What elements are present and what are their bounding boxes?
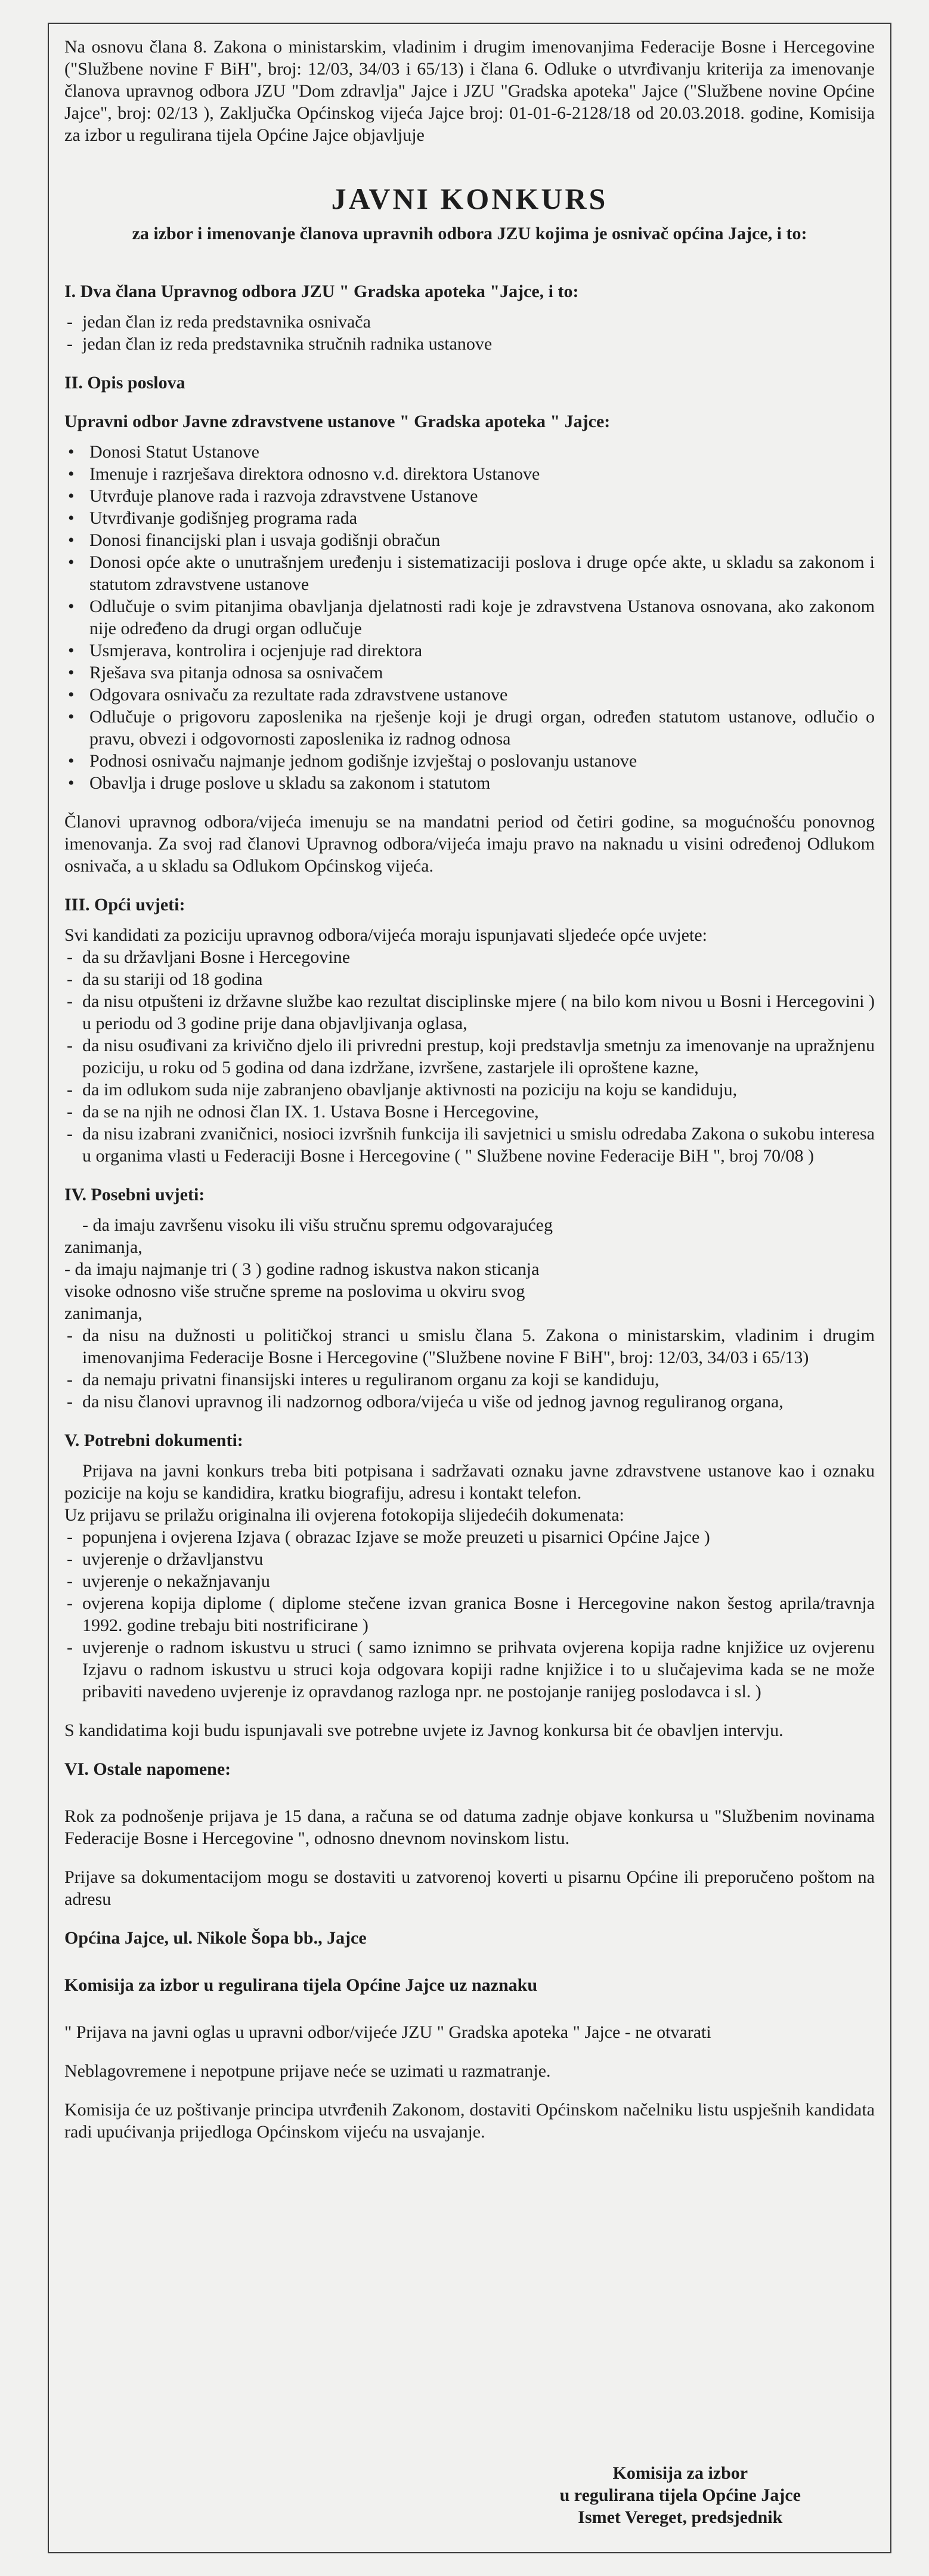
section-1-heading: I. Dva člana Upravnog odbora JZU " Gradska apoteka "Jajce, i to: (64, 282, 579, 301)
signature-line: u regulirana tijela Općine Jajce (559, 2485, 801, 2505)
list-item: - da su stariji od 18 godina (64, 968, 875, 990)
list-item: - da im odlukom suda nije zabranjeno obavljanje aktivnosti na poziciju na koju se kandiduju, (64, 1079, 875, 1101)
section-2-list (64, 441, 875, 794)
list-item: • Imenuje i razrješava direktora odnosno v.d. direktora Ustanove (64, 463, 875, 485)
list-item: - uvjerenje o državljanstvu (64, 1548, 875, 1570)
list-item-line: visoke odnosno više stručne spreme na poslovima u okviru svog (64, 1281, 525, 1301)
list-item: - da nisu članovi upravnog ili nadzornog odbora/vijeća u više od jednog javnog reguliranog organa, (64, 1391, 875, 1413)
list-item: - da se na njih ne odnosi član IX. 1. Ustava Bosne i Hercegovine, (64, 1101, 875, 1123)
address: Općina Jajce, ul. Nikole Šopa bb., Jajce (64, 1928, 367, 1948)
list-item: - uvjerenje o nekažnjavanju (64, 1570, 875, 1592)
document-subtitle: za izbor i imenovanje članova upravnih odbora JZU kojima je osnivač općina Jajce, i to: (132, 224, 807, 243)
list-item: - uvjerenje o radnom iskustvu u struci ( samo iznimno se prihvata ovjerena kopija radne knjižice uz ovjerenu Izjavu o radnom iskustvu u struci koja odgovara kopiji radne knjižice i to u slučajevima kada se ne može pribaviti navedeno uvjerenje iz opravdanog razloga npr. ne postojanje ranijeg poslodavca i sl. ) (64, 1636, 875, 1703)
section-3 (64, 894, 875, 1167)
list-item: - jedan član iz reda predstavnika stručnih radnika ustanove (64, 333, 875, 355)
section-2 (64, 372, 875, 877)
document-title: JAVNI KONKURS (331, 182, 608, 215)
section-6 (64, 1758, 875, 2143)
list-item: - da nisu otpušteni iz državne službe kao rezultat disciplinske mjere ( na bilo kom nivou u Bosni i Hercegovini ) u periodu od 3 godine prije dana objavljivanja oglasa, (64, 990, 875, 1034)
list-item: - da nisu na dužnosti u političkoj stranci u smislu člana 5. Zakona o ministarskim, vladinim i drugim imenovanjima Federacije Bosne i Hercegovine ("Službene novine F BiH", broj: 12/03, 34/03 i 65/13) (64, 1324, 875, 1369)
commission-note: Komisija za izbor u regulirana tijela Općine Jajce uz naznaku (64, 1975, 538, 1995)
section-2-paragraph: Članovi upravnog odbora/vijeća imenuju se na mandatni period od četiri godine, sa mogućnošću ponovnog imenovanja. Za svoj rad članovi Upravnog odbora/vijeća imaju pravo na naknadu u visini određenoj Odlukom osnivača, a u skladu sa Odlukom Općinskog vijeća. (64, 812, 875, 876)
list-item-line: - da imaju najmanje tri ( 3 ) godine radnog iskustva nakon sticanja (64, 1259, 540, 1279)
section-5-p2: Uz prijavu se prilažu originalna ili ovjerena fotokopija slijedećih dokumenata: (64, 1505, 624, 1525)
list-item: - da nisu osuđivani za krivično djelo ili privredni prestup, koji predstavlja smetnju za imenovanje na upražnjenu poziciju, u roku od 5 godina od dana izdržane, izvršene, zastarjele ili oproštene kazne, (64, 1034, 875, 1079)
list-item: • Usmjerava, kontrolira i ocjenjuje rad direktora (64, 640, 875, 662)
list-item: • Odgovara osnivaču za rezultate rada zdravstvene ustanove (64, 684, 875, 706)
signature-block (560, 2462, 801, 2528)
list-item-line: - da imaju završenu visoku ili višu stručnu spremu odgovarajućeg (82, 1215, 553, 1235)
list-item: • Utvrđuje planove rada i razvoja zdravstvene Ustanove (64, 485, 875, 507)
section-3-heading: III. Opći uvjeti: (64, 895, 185, 915)
section-4-heading: IV. Posebni uvjeti: (64, 1185, 205, 1204)
signature-line: Ismet Vereget, predsjednik (578, 2507, 783, 2527)
list-item: - ovjerena kopija diplome ( diplome stečene izvan granica Bosne i Hercegovine nakon šestog aprila/travnja 1992. godine trebaju biti nostrificirane ) (64, 1592, 875, 1636)
section-5 (64, 1429, 875, 1741)
list-item-line: zanimanja, (64, 1304, 143, 1323)
list-item: • Obavlja i druge poslove u skladu sa zakonom i statutom (64, 772, 875, 794)
list-item: • Odlučuje o prigovoru zaposlenika na rješenje koji je drugi organ, određen statutom ustanove, odlučio o pravu, obvezi i odgovornosti zaposlenika iz radnog odnosa (64, 706, 875, 750)
list-item: • Donosi financijski plan i usvaja godišnji obračun (64, 529, 875, 551)
section-5-p3: S kandidatima koji budu ispunjavali sve potrebne uvjete iz Javnog konkursa bit će obavljen intervju. (64, 1721, 784, 1740)
section-5-list (64, 1526, 875, 1703)
list-item: • Rješava sva pitanja odnosa sa osnivačem (64, 662, 875, 684)
section-3-list (64, 946, 875, 1167)
section-3-lead: Svi kandidati za poziciju upravnog odbora/vijeća moraju ispunjavati sljedeće opće uvjete: (64, 925, 707, 945)
section-6-p1: Rok za podnošenje prijava je 15 dana, a računa se od datuma zadnje objave konkursa u "Službenim novinama Federacije Bosne i Hercegovine ", odnosno dnevnom novinskom listu. (64, 1806, 875, 1848)
list-item: • Podnosi osnivaču najmanje jednom godišnje izvještaj o poslovanju ustanove (64, 750, 875, 772)
section-6-p3: Neblagovremene i nepotpune prijave neće se uzimati u razmatranje. (64, 2061, 551, 2081)
section-4 (64, 1184, 875, 1413)
section-2-heading: II. Opis poslova (64, 373, 185, 393)
list-item: - da nemaju privatni finansijski interes u reguliranom organu za koji se kandiduju, (64, 1369, 875, 1391)
section-5-p1: Prijava na javni konkurs treba biti potpisana i sadržavati oznaku javne zdravstvene ustanove kao i oznaku pozicije na koju se kandidira, kratku biografiju, adresu i kontakt telefon. (64, 1461, 875, 1503)
section-4-list (64, 1324, 875, 1413)
list-item: - da su državljani Bosne i Hercegovine (64, 946, 875, 968)
section-6-heading: VI. Ostale napomene: (64, 1759, 231, 1779)
list-item: - popunjena i ovjerena Izjava ( obrazac Izjave se može preuzeti u pisarnici Općine Jajce ) (64, 1526, 875, 1548)
list-item: - jedan član iz reda predstavnika osnivača (64, 311, 875, 333)
list-item-line: zanimanja, (64, 1237, 143, 1257)
section-5-heading: V. Potrebni dokumenti: (64, 1431, 243, 1450)
list-item: • Odlučuje o svim pitanjima obavljanja djelatnosti radi koje je zdravstvena Ustanova osnovana, ako zakonom nije određeno da drugi organ odlučuje (64, 595, 875, 640)
list-item: - da nisu izabrani zvaničnici, nosioci izvršnih funkcija ili savjetnici u smislu odredaba Zakona o sukobu interesa u organima vlasti u Federaciji Bosne i Hercegovine ( " Službene novine Federacije BiH ", broj 70/08 ) (64, 1123, 875, 1167)
list-item: • Utvrđivanje godišnjeg programa rada (64, 507, 875, 529)
section-6-p4: Komisija će uz poštivanje principa utvrđenih Zakonom, dostaviti Općinskom načelniku listu uspješnih kandidata radi upućivanja prijedloga Općinskom vijeću na usvajanje. (64, 2100, 875, 2142)
section-1-list (64, 311, 875, 355)
envelope-note: " Prijava na javni oglas u upravni odbor/vijeće JZU " Gradska apoteka " Jajce - ne otvarati (64, 2022, 711, 2042)
section-1 (64, 280, 875, 355)
list-item: • Donosi Statut Ustanove (64, 441, 875, 463)
list-item: • Donosi opće akte o unutrašnjem uređenju i sistematizaciji poslova i druge opće akte, u skladu sa zakonom i statutom zdravstvene ustanove (64, 551, 875, 595)
signature-line: Komisija za izbor (612, 2463, 748, 2483)
section-4-item-1 (64, 1214, 875, 1324)
section-6-p2: Prijave sa dokumentacijom mogu se dostaviti u zatvorenoj koverti u pisarnu Općine ili preporučeno poštom na adresu (64, 1867, 875, 1909)
intro-paragraph: Na osnovu člana 8. Zakona o ministarskim, vladinim i drugim imenovanjima Federacije Bosne i Hercegovine ("Službene novine F BiH", broj: 12/03, 34/03 i 65/13) i člana 6. Odluke o utvrđivanju kriterija za imenovanje članova upravnog odbora JZU "Dom zdravlja" Jajce i JZU "Gradska apoteka" Jajce ("Službene novine Općine Jajce", broj: 02/13 ), Zaključka Općinskog vijeća Jajce broj: 01-01-6-2128/18 od 20.03.2018. godine, Komisija za izbor u regulirana tijela Općine Jajce objavljuje (64, 37, 875, 145)
section-2-subheading: Upravni odbor Javne zdravstvene ustanove " Gradska apoteka " Jajce: (64, 412, 611, 431)
document-page (48, 23, 891, 2553)
